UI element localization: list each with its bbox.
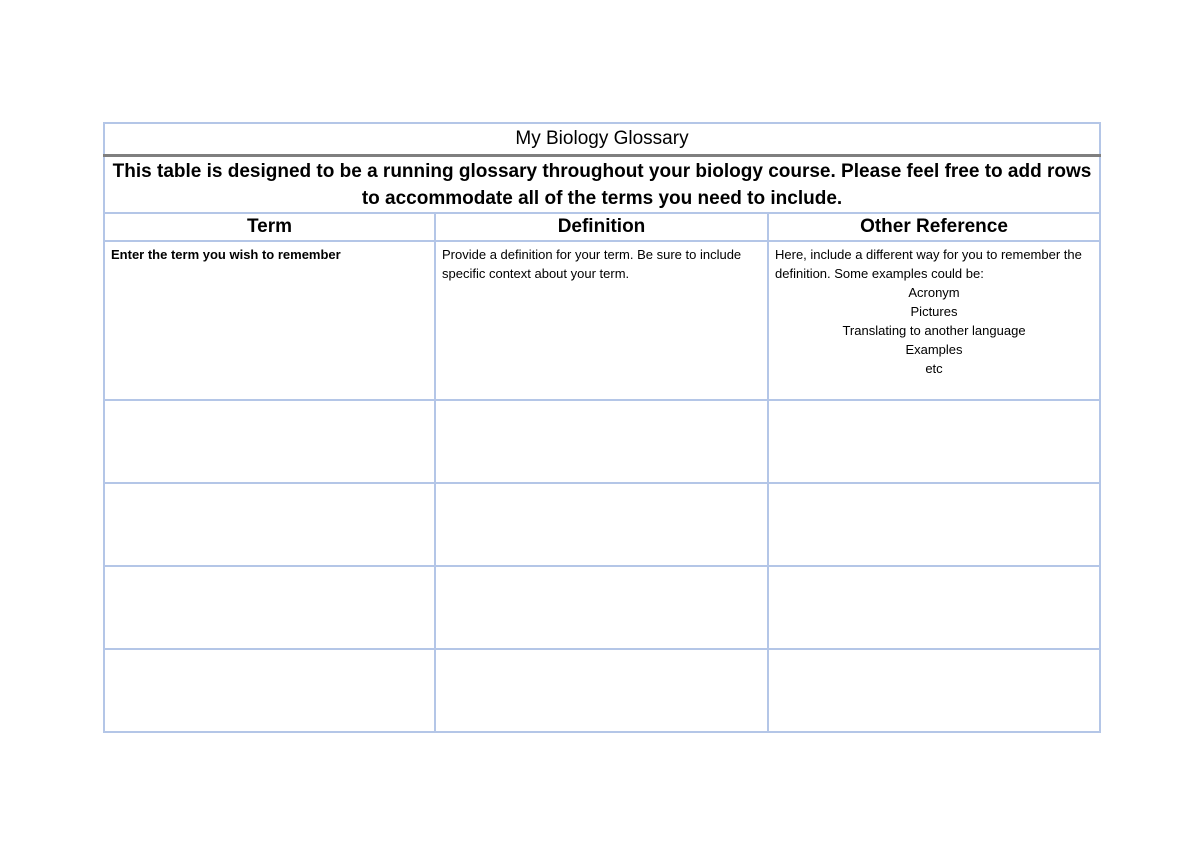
intro-row <box>104 156 1100 214</box>
table-row <box>104 483 1100 566</box>
table-row <box>104 649 1100 732</box>
term-cell[interactable] <box>104 400 435 483</box>
list-item: Pictures <box>910 304 958 319</box>
definition-cell[interactable] <box>435 400 768 483</box>
other-reference-cell[interactable] <box>768 649 1100 732</box>
definition-cell[interactable] <box>435 566 768 649</box>
term-cell[interactable]: Enter the term you wish to remember <box>104 241 435 400</box>
list-item: Acronym <box>908 285 960 300</box>
list-item: Examples <box>905 342 963 357</box>
column-header-row <box>104 213 1100 241</box>
table-row <box>104 241 1100 400</box>
other-reference-cell[interactable] <box>768 400 1100 483</box>
term-cell[interactable] <box>104 649 435 732</box>
term-cell[interactable] <box>104 566 435 649</box>
term-cell[interactable] <box>104 483 435 566</box>
column-header-term: Term <box>104 213 435 241</box>
list-item: Translating to another language <box>842 323 1026 338</box>
other-reference-cell[interactable] <box>768 566 1100 649</box>
glossary-table <box>103 122 1101 733</box>
title-row <box>104 123 1100 156</box>
definition-cell[interactable] <box>435 649 768 732</box>
other-reference-cell[interactable] <box>768 483 1100 566</box>
other-reference-intro: Here, include a different way for you to remember the definition. Some examples could be: <box>775 247 1082 281</box>
list-item: etc <box>925 361 943 376</box>
column-header-definition: Definition <box>435 213 768 241</box>
other-reference-cell[interactable] <box>768 241 1100 400</box>
other-reference-examples <box>775 283 1093 378</box>
column-header-other-reference: Other Reference <box>768 213 1100 241</box>
definition-cell[interactable] <box>435 483 768 566</box>
definition-cell[interactable]: Provide a definition for your term. Be sure to include specific context about your term. <box>435 241 768 400</box>
glossary-title: My Biology Glossary <box>104 123 1100 156</box>
table-row <box>104 566 1100 649</box>
glossary-intro: This table is designed to be a running glossary throughout your biology course. Please feel free to add rows to accommodate all of the terms you need to include. <box>104 156 1100 214</box>
table-row <box>104 400 1100 483</box>
